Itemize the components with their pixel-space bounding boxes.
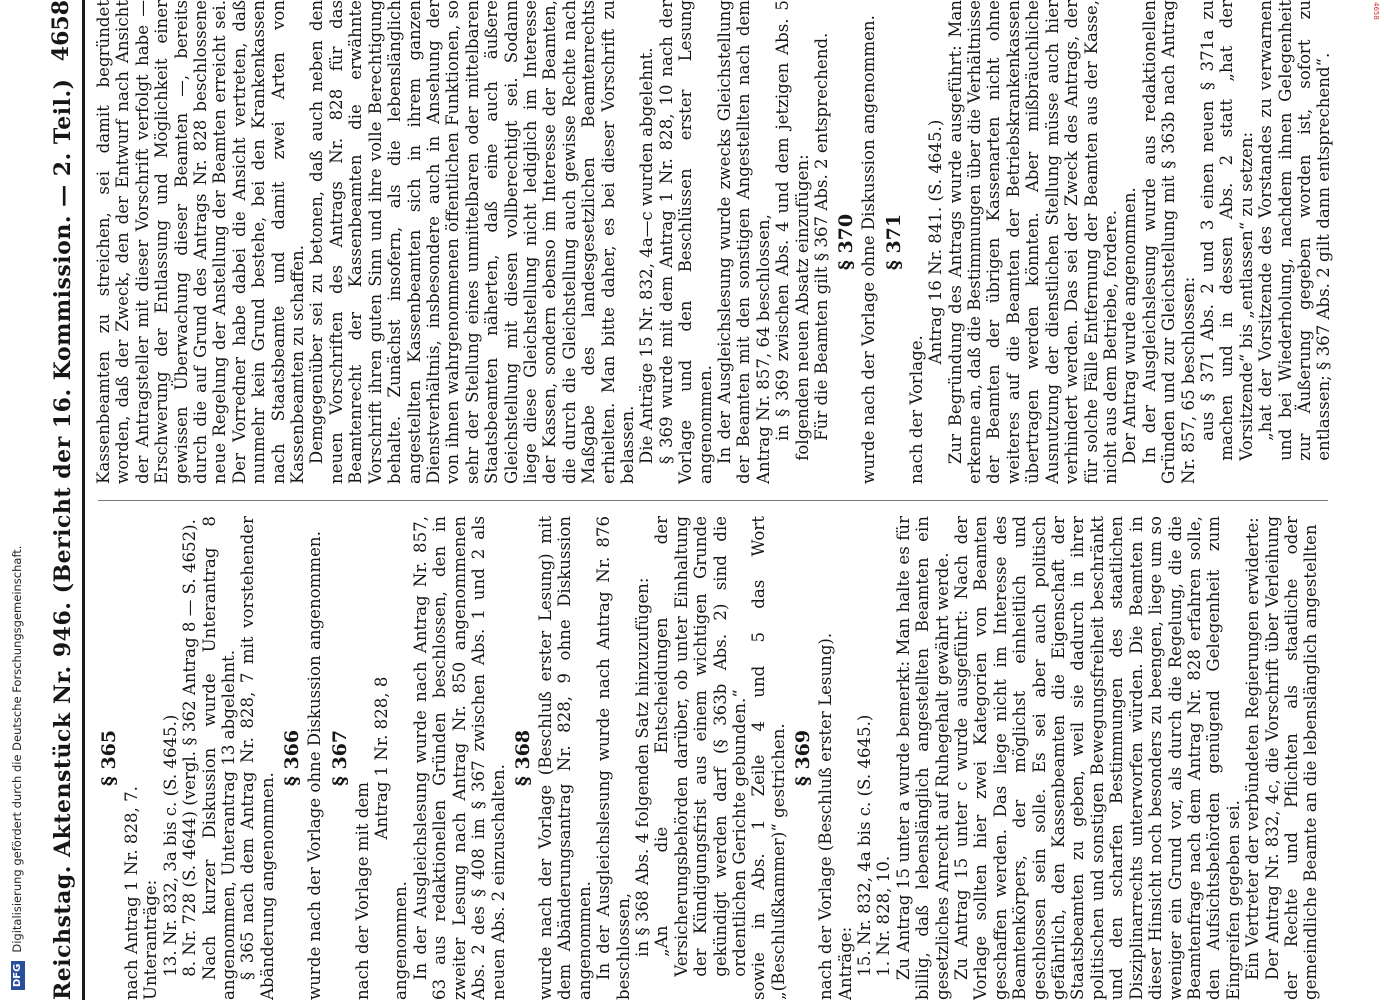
quoted-text: in § 369 zwischen Abs. 4 und dem jetzigen Abs. 5 folgenden neuen Absatz einzufügen:: [773, 0, 812, 461]
corner-page-stamp: 4658: [1372, 2, 1380, 20]
list-item: 13. Nr. 832, 3a bis c. (S. 4645.): [160, 714, 180, 977]
paragraph: Der Antrag wurde angenommen.: [1120, 187, 1140, 465]
list-item: 8. Nr. 728 (S. 4644) (vergl. § 362 Antrag 8 — S. 4652).: [180, 519, 200, 977]
paragraph: Antrag 16 Nr. 841. (S. 4645.): [926, 119, 946, 365]
document-page: [42, 0, 1342, 1000]
left-column: [94, 516, 1334, 1000]
paragraph: Kassenbeamten zu streichen, sei damit begründet worden, daß der Zweck, den der Entwurf nach Ansicht der Antragsteller mit dieser Vorschrift verfolgt habe — Erschwerung der Entlassung und Möglichkeit einer gewissen Überwachung dieser Beamten —, bereits durch die auf Grund des Antrags Nr. 828 beschlossene neue Regelung der Anstellung der Beamten erreicht sei. Der Vorredner habe dabei die Ansicht vertreten, daß nunmehr kein Grund bestehe, bei den Krankenkassen nach Staatsbeamte und damit zwei Arten von Kassenbeamten zu schaffen.: [94, 0, 308, 484]
paragraph: wurde nach der Vorlage (Beschluß erster Lesung) mit dem Abänderungsantrag Nr. 828, 9 ohne Diskussion angenommen.: [535, 516, 594, 1000]
quoted-text: aus § 371 Abs. 2 und 3 einen neuen § 371a zu machen und in dessen Abs. 2 statt „hat der Vorsitzende“ bis „entlassen“ zu setzen:: [1197, 0, 1256, 461]
section-heading: § 371: [882, 213, 905, 271]
running-header-title: Reichstag. Aktenstück Nr. 946. (Bericht der 16. Kommission. — 2. Teil.): [50, 78, 76, 1000]
paragraph: Zu Antrag 15 unter a wurde bemerkt: Man halte es für billig, daß lebenslänglich angestellten Beamten ein gesetzliches Anrecht auf Ruhegehalt gewährt werde.: [893, 516, 952, 1000]
paragraph: § 369 wurde mit dem Antrag 1 Nr. 828, 10 nach der Vorlage und den Beschlüssen erster Lesung angenommen.: [656, 0, 715, 484]
section-heading: § 370: [835, 213, 858, 271]
paragraph: § 365 nach dem Antrag Nr. 828, 7 mit vorstehender Abänderung angenommen.: [238, 516, 277, 1000]
paragraph: Antrag 1 Nr. 828, 8: [372, 676, 392, 840]
paragraph: In der Ausgleichslesung wurde nach Antrag Nr. 857, 63 aus redaktionellen Gründen beschlossen, den in zweiter Lesung nach Antrag Nr. 850 angenommenen Abs. 2 des § 408 im § 367 zwischen Abs. 1 und 2 als neuen Abs. 2 einzuschalten.: [410, 516, 508, 1000]
paragraph: Anträge:: [835, 926, 855, 1000]
paragraph: nach der Vorlage mit dem: [352, 782, 372, 1000]
page-number: 4658: [48, 0, 74, 62]
digitization-credit-strip: [0, 0, 30, 1000]
paragraph: nach der Vorlage.: [906, 335, 926, 484]
digitization-credit-text: Digitalisierung gefördert durch die Deutsche Forschungsgemeinschaft.: [10, 545, 24, 953]
paragraph: wurde nach der Vorlage ohne Diskussion angenommen.: [859, 15, 879, 484]
dfg-logo: DFG: [11, 961, 25, 990]
paragraph: In der Ausgleichslesung wurde aus redaktionellen Gründen und zur Gleichstellung mit § 363b nach Antrag Nr. 857, 65 beschlossen:: [1139, 0, 1198, 484]
paragraph: Demgegenüber sei zu betonen, daß auch neben den neuen Vorschriften des Antrags Nr. 828 für das Beamtenrecht der Kassenbeamten die erwähnte Vorschrift ihren guten Sinn und ihre volle Berechtigung behalte. Zunächst insofern, als die lebenslänglich angestellten Kassenbeamten sich in ihrem ganzen Dienstverhältnis, insbesondere auch in Ansehung der von ihnen wahrgenommenen öffentlichen Funktionen, so sehr der Stellung eines unmittelbaren oder mittelbaren Staatsbeamten näherten, daß eine auch äußere Gleichstellung mit diesen vollberechtigt sei. Sodann liege diese Gleichstellung nicht lediglich im Interesse der Kassen, sondern ebenso im Interesse der Beamten, die durch die Gleichstellung auch gewisse Rechte nach Maßgabe des landesgesetzlichen Beamtenrechts erhielten. Man bitte daher, es bei dieser Vorschrift zu belassen.: [307, 0, 637, 484]
section-heading: § 367: [328, 729, 351, 787]
paragraph: Die Anträge 15 Nr. 832, 4a—c wurden abgelehnt.: [637, 47, 657, 465]
section-heading: § 368: [511, 729, 534, 787]
paragraph: nach Antrag 1 Nr. 828, 7.: [122, 786, 141, 1000]
paragraph: Unteranträge:: [141, 879, 161, 1000]
paragraph: Zu Antrag 15 unter c wurde ausgeführt: Nach der Vorlage sollten hier zwei Kategorien von Beamten geschaffen werden. Das liege nicht im Interesse des Beamtenkörpers, der möglichst einheitlich und geschlossen sein solle. Es sei aber auch politisch gefährlich, den Kassenbeamten die Eigenschaft der Staatsbeamten zu geben, weil sie dadurch in ihrer politischen und sonstigen Bewegungsfreiheit beschränkt und den scharfen Bestimmungen des staatlichen Disziplinarrechts unterworfen würden. Die Beamten in dieser Hinsicht noch besonders zu beengen, liege um so weniger ein Grund vor, als durch die Regelung, die die Beamtenfrage nach dem Antrag Nr. 828 erfahren solle, den Aufsichtsbehörden genügend Gelegenheit zum Eingreifen gegeben sei.: [952, 516, 1243, 1000]
paragraph: wurde nach der Vorlage ohne Diskussion angenommen.: [305, 531, 325, 1000]
paragraph: Nach kurzer Diskussion wurde Unterantrag 8 angenommen, Unterantrag 13 abgelehnt.: [199, 516, 239, 1000]
quoted-text: „hat der Vorsitzende des Vorstandes zu verwarnen und bei Wiederholung, nachdem ihnen Gelegenheit zur Äußerung gegeben worden ist, sofort zu entlassen; § 367 Abs. 2 gilt dann entsprechend“.: [1256, 0, 1334, 461]
paragraph: angenommen.: [391, 881, 411, 1000]
column-divider: [98, 500, 1328, 501]
quoted-text: in § 368 Abs. 4 folgenden Satz hinzuzufügen:: [632, 577, 652, 957]
section-heading: § 366: [281, 729, 304, 787]
paragraph: In der Ausgleichslesung wurde nach Antrag Nr. 876 beschlossen,: [594, 516, 633, 1000]
digitization-credit: [6, 30, 28, 990]
paragraph: Zur Begründung des Antrags wurde ausgeführt: Man erkenne an, daß die Bestimmungen über die Verhältnisse der Beamten der übrigen Kassenarten nicht ohne weiteres auf die Beamten der Betriebskrankenkassen übertragen werden könnten. Aber mißbräuchliche Ausnutzung der dienstlichen Stellung müsse auch hier verhindert werden. Das sei der Zweck des Antrags, der für solche Fälle Entfernung der Beamten aus der Kasse, nicht aus dem Betriebe, fordere.: [945, 0, 1120, 484]
right-column: [94, 0, 1334, 484]
header-rule: [82, 0, 85, 1000]
section-heading: § 369: [792, 729, 815, 787]
list-item: 1. Nr. 828, 10.: [874, 855, 894, 977]
paragraph: In der Ausgleichslesung wurde zwecks Gleichstellung der Beamten mit den sonstigen Angestellten nach dem Antrag Nr. 857, 64 beschlossen,: [715, 0, 773, 484]
paragraph: nach der Vorlage (Beschluß erster Lesung).: [816, 632, 836, 1000]
paragraph: sowie in Abs. 1 Zeile 4 und 5 das Wort „(Beschlußkammer)“ gestrichen.: [749, 516, 788, 1000]
section-heading: § 365: [98, 729, 120, 787]
list-item: 15. Nr. 832, 4a bis c. (S. 4645.): [855, 714, 874, 977]
quoted-text: „An die Entscheidungen der Versicherungsbehörden darüber, ob unter Einhaltung der Kündigungsfrist aus einem wichtigen Grunde gekündigt werden darf (§ 363b Abs. 2) sind die ordentlichen Gerichte gebunden.“: [652, 516, 749, 977]
paragraph: Der Antrag Nr. 832, 4c, die Vorschrift über Verleihung der Rechte und Pflichten als staatliche oder gemeindliche Beamte an die lebenslänglich angestellten: [1262, 516, 1321, 1000]
running-header: [42, 0, 86, 1000]
paragraph: Ein Vertreter der verbündeten Regierungen erwiderte:: [1243, 517, 1263, 981]
quoted-text: Für die Beamten gilt § 367 Abs. 2 entsprechend.: [812, 32, 832, 441]
